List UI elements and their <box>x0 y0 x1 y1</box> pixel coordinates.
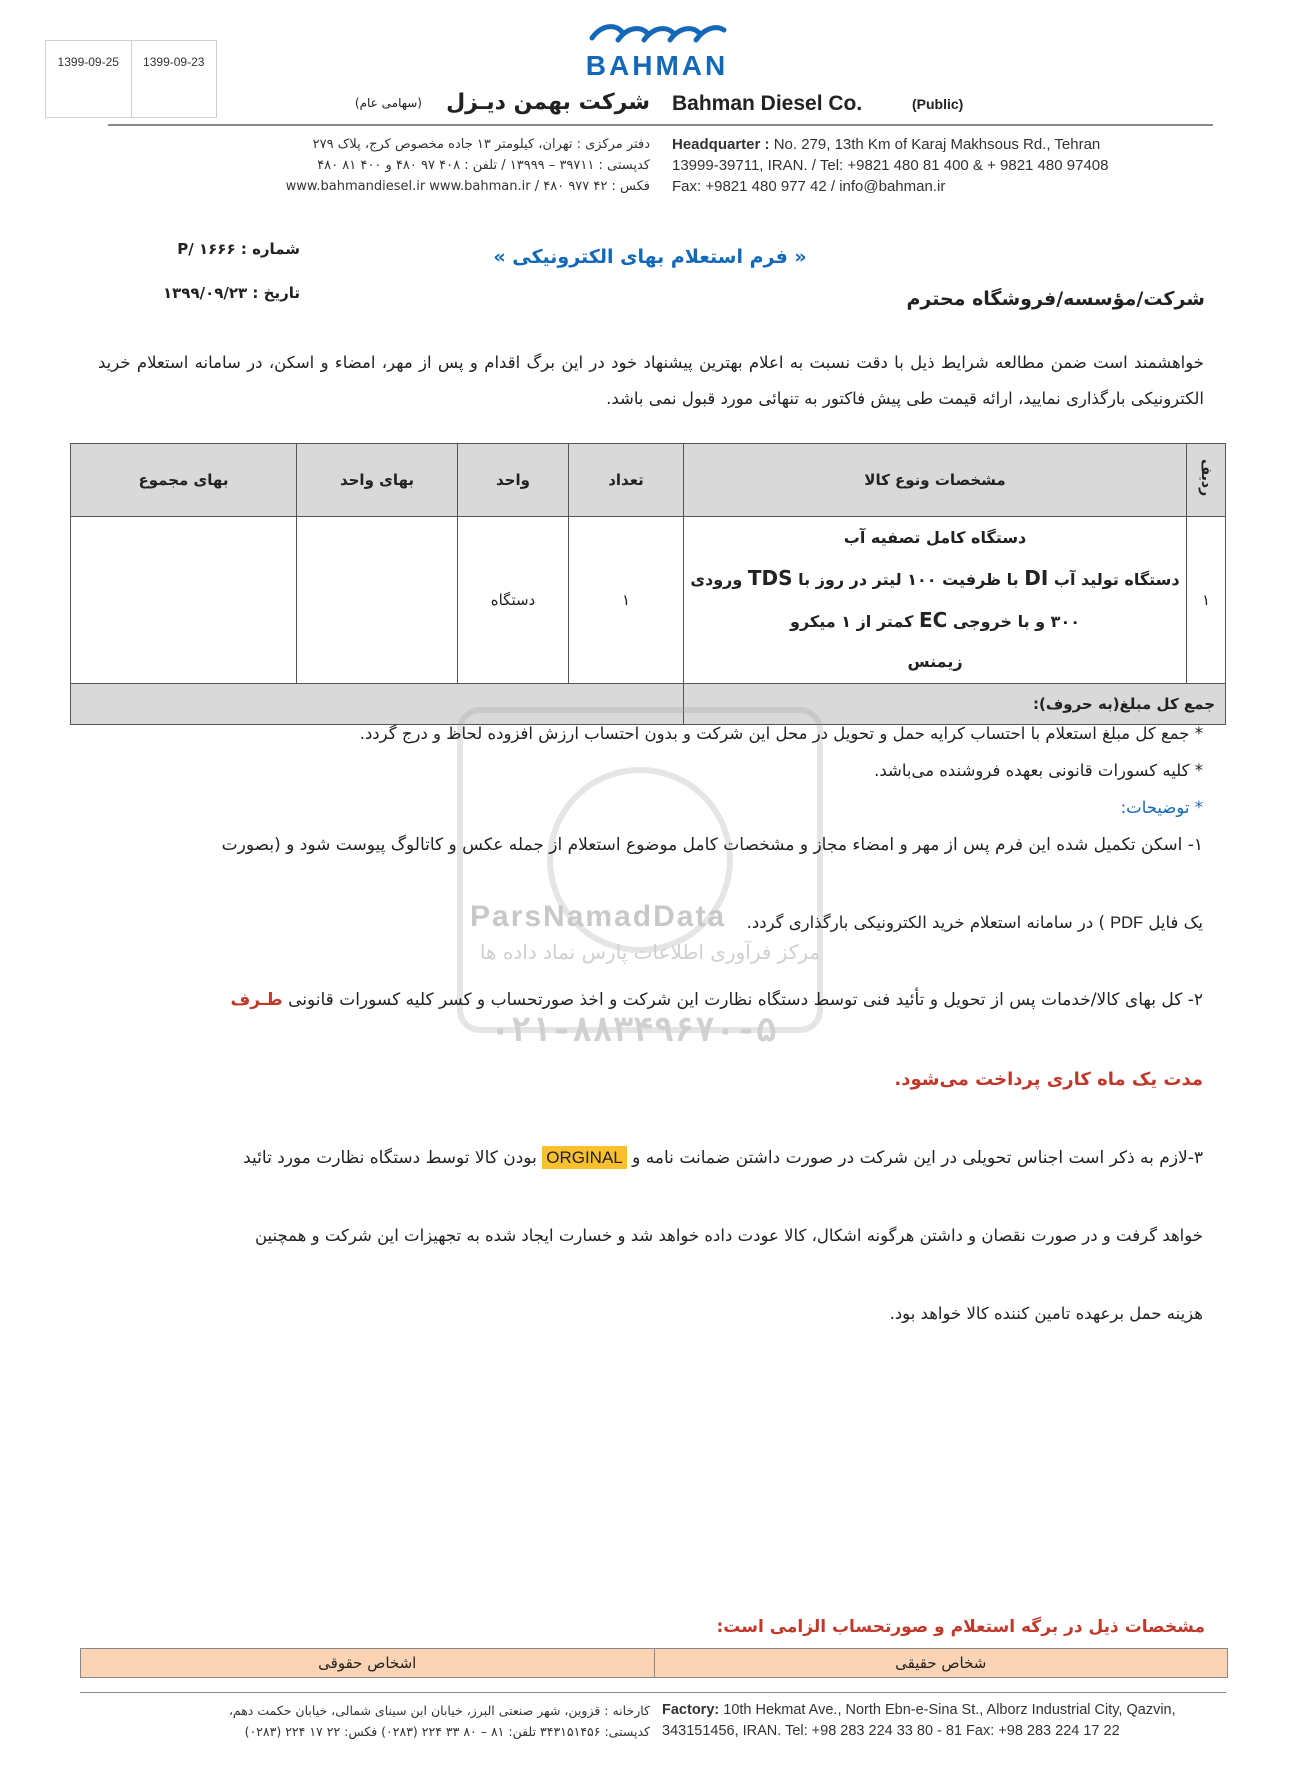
intro-paragraph: خواهشمند است ضمن مطالعه شرایط ذیل با دقت نسبت به اعلام بهترین پیشنهاد خود در این برگ اقدام و پس از مهر، امضاء و اسکن، در سامانه استعلام خرید الکترونیکی بارگذاری نمایید، ارائه قیمت طی پیش فاکتور به تنهائی مورد قبول نمی باشد. <box>98 353 1204 408</box>
hq-label: Headquarter : <box>672 136 770 153</box>
col-header-qty: تعداد <box>569 444 684 517</box>
hq-address-line3: Fax: +9821 480 977 42 / info@bahman.ir <box>672 178 946 195</box>
cell-unit: دستگاه <box>458 517 569 684</box>
watermark-phone: ۰۲۱-۸۸۳۴۹۶۷۰-۵ <box>490 1010 777 1050</box>
factory-label: Factory: <box>662 1702 720 1718</box>
hq-address-en <box>672 134 1108 197</box>
cell-qty: ۱ <box>569 517 684 684</box>
total-words-label: جمع کل مبلغ(به حروف): <box>684 684 1226 725</box>
form-date: تاریخ : ۱۳۹۹/۰۹/۲۳ <box>163 284 300 302</box>
requirements-title: مشخصات ذیل در برگه استعلام و صورتحساب الزامی است: <box>716 1617 1205 1637</box>
req-col-legal: اشخاص حقوقی <box>318 1654 417 1672</box>
company-public-en: (Public) <box>912 96 964 112</box>
cell-row-number: ۱ <box>1187 517 1226 684</box>
company-name-en: Bahman Diesel Co. <box>672 92 863 115</box>
bahman-logo-mark <box>582 20 732 46</box>
desc-line-4: زیمنس <box>907 652 963 671</box>
requirements-table <box>80 1648 1228 1678</box>
col-header-row: ردیف <box>1187 444 1226 517</box>
factory-fa-line1: کارخانه : قزوین، شهر صنعتی البرز، خیابان ابن سینای شمالی، خیابان حکمت دهم، <box>228 1703 650 1718</box>
note-deductions: * کلیه کسورات قانونی بعهده فروشنده می‌باشد. <box>874 761 1203 780</box>
factory-address-fa <box>60 1700 650 1742</box>
hq-fa-line3: فکس : ۴۲ ۹۷۷ ۴۸۰ / www.bahmandiesel.ir www.bahman.ir <box>285 179 650 194</box>
date-box-2: 1399-09-23 <box>131 41 217 117</box>
form-number: شماره : ۱۶۶۶ /P <box>177 240 300 258</box>
factory-fa-line2: کدپستی: ۳۴۳۱۵۱۴۵۶ تلفن: ۸۱ – ۸۰ ۳۳ ۲۲۴ (۰۲۸۳) فکس: ۲۲ ۱۷ ۲۲۴ (۰۲۸۳) <box>244 1724 650 1739</box>
item-1-line-2: یک فایل PDF ) در سامانه استعلام خرید الکترونیکی بارگذاری گردد. <box>746 913 1203 932</box>
item-1-line-1: ۱- اسکن تکمیل شده این فرم پس از مهر و امضاء مجاز و مشخصات کامل موضوع استعلام از جمله عکس و کاتالوگ پیوست شود و (بصورت <box>221 835 1203 855</box>
quote-table <box>70 443 1226 725</box>
cell-unit-price[interactable] <box>297 517 458 684</box>
col-header-unit-price: بهای واحد <box>297 444 458 517</box>
col-header-unit: واحد <box>458 444 569 517</box>
date-box-1: 1399-09-25 <box>57 55 119 69</box>
desc-line-2: دستگاه تولید آب DI با ظرفیت ۱۰۰ لیتر در روز با TDS ورودی <box>690 566 1180 590</box>
addressee: شرکت/مؤسسه/فروشگاه محترم <box>906 288 1205 310</box>
form-title: « فرم استعلام بهای الکترونیکی » <box>493 246 807 268</box>
original-highlight: ORGINAL <box>542 1146 627 1169</box>
item-3-line-2: خواهد گرفت و در صورت نقصان و داشتن هرگونه اشکال، کالا عودت داده خواهد شد و خسارت ایجاد شده به تجهیزات این شرکت و همچنین <box>254 1226 1203 1245</box>
item-2-line-1: ۲- کل بهای کالا/خدمات پس از تحویل و تأئید فنی توسط دستگاه نظارت این شرکت و اخذ صورتحساب و کسر کلیه کسورات قانونی طـرف <box>230 990 1203 1010</box>
hq-address-line1: No. 279, 13th Km of Karaj Makhsous Rd., Tehran <box>773 136 1101 153</box>
watermark-subtitle: مرکز فرآوری اطلاعات پارس نماد داده ها <box>479 940 821 964</box>
hq-address-line2: 13999-39711, IRAN. / Tel: +9821 480 81 400 & + 9821 480 97408 <box>672 157 1109 174</box>
cell-description <box>684 517 1187 684</box>
item-2-line-2: مدت یک ماه کاری پرداخت می‌شود. <box>894 1069 1203 1090</box>
desc-line-1: دستگاه کامل تصفیه آب <box>843 528 1027 547</box>
desc-line-3: ۳۰۰ و با خروجی EC کمتر از ۱ میکرو <box>790 608 1080 632</box>
table-row <box>71 517 1226 684</box>
factory-en-line2: 343151456, IRAN. Tel: +98 283 224 33 80 - 81 Fax: +98 283 224 17 22 <box>662 1723 1120 1739</box>
hq-address-fa <box>130 134 650 197</box>
item-3-line-3: هزینه حمل برعهده تامین کننده کالا خواهد بود. <box>889 1304 1203 1323</box>
company-name-fa: شرکت بهمن دیـزل <box>446 90 650 115</box>
hq-fa-line2: کدپستی : ۳۹۷۱۱ – ۱۳۹۹۹ / تلفن : ۴۰۸ ۹۷ ۴۸۰ و ۴۰۰ ۸۱ ۴۸۰ <box>317 158 650 173</box>
header-divider <box>108 124 1213 126</box>
date-stamp-boxes <box>45 40 217 118</box>
cell-total[interactable] <box>71 517 297 684</box>
col-header-total: بهای مجموع <box>71 444 297 517</box>
factory-address-en: Factory: 10th Hekmat Ave., North Ebn-e-Sina St., Alborz Industrial City, Qazvin, 343151456, IRAN. Tel: +98 283 224 33 80 - 81 Fax: +98 283 224 17 22 <box>662 1700 1176 1742</box>
note-explanations-heading: * توضیحات: <box>1120 798 1203 817</box>
item-3-line-1: ۳-لازم به ذکر است اجناس تحویلی در این شرکت در صورت داشتن ضمانت نامه و ORGINAL بودن کالا توسط دستگاه نظارت مورد تائید <box>243 1148 1203 1168</box>
hq-fa-line1: دفتر مرکزی : تهران، کیلومتر ۱۳ جاده مخصوص کرج، پلاک ۲۷۹ <box>312 137 650 152</box>
table-header-row <box>71 444 1226 517</box>
req-col-natural: شخاص حقیقی <box>654 1649 1228 1677</box>
footer-divider <box>80 1692 1226 1693</box>
note-total: * جمع کل مبلغ استعلام با احتساب کرایه حمل و تحویل در محل این شرکت و بدون احتساب ارزش افزوده لحاظ و درج گردد. <box>359 724 1203 743</box>
company-public-fa: (سهامی عام) <box>354 96 422 110</box>
watermark-name: ParsNamadData <box>470 900 727 933</box>
col-header-desc: مشخصات ونوع کالا <box>684 444 1187 517</box>
bahman-wordmark: BAHMAN <box>585 50 729 81</box>
